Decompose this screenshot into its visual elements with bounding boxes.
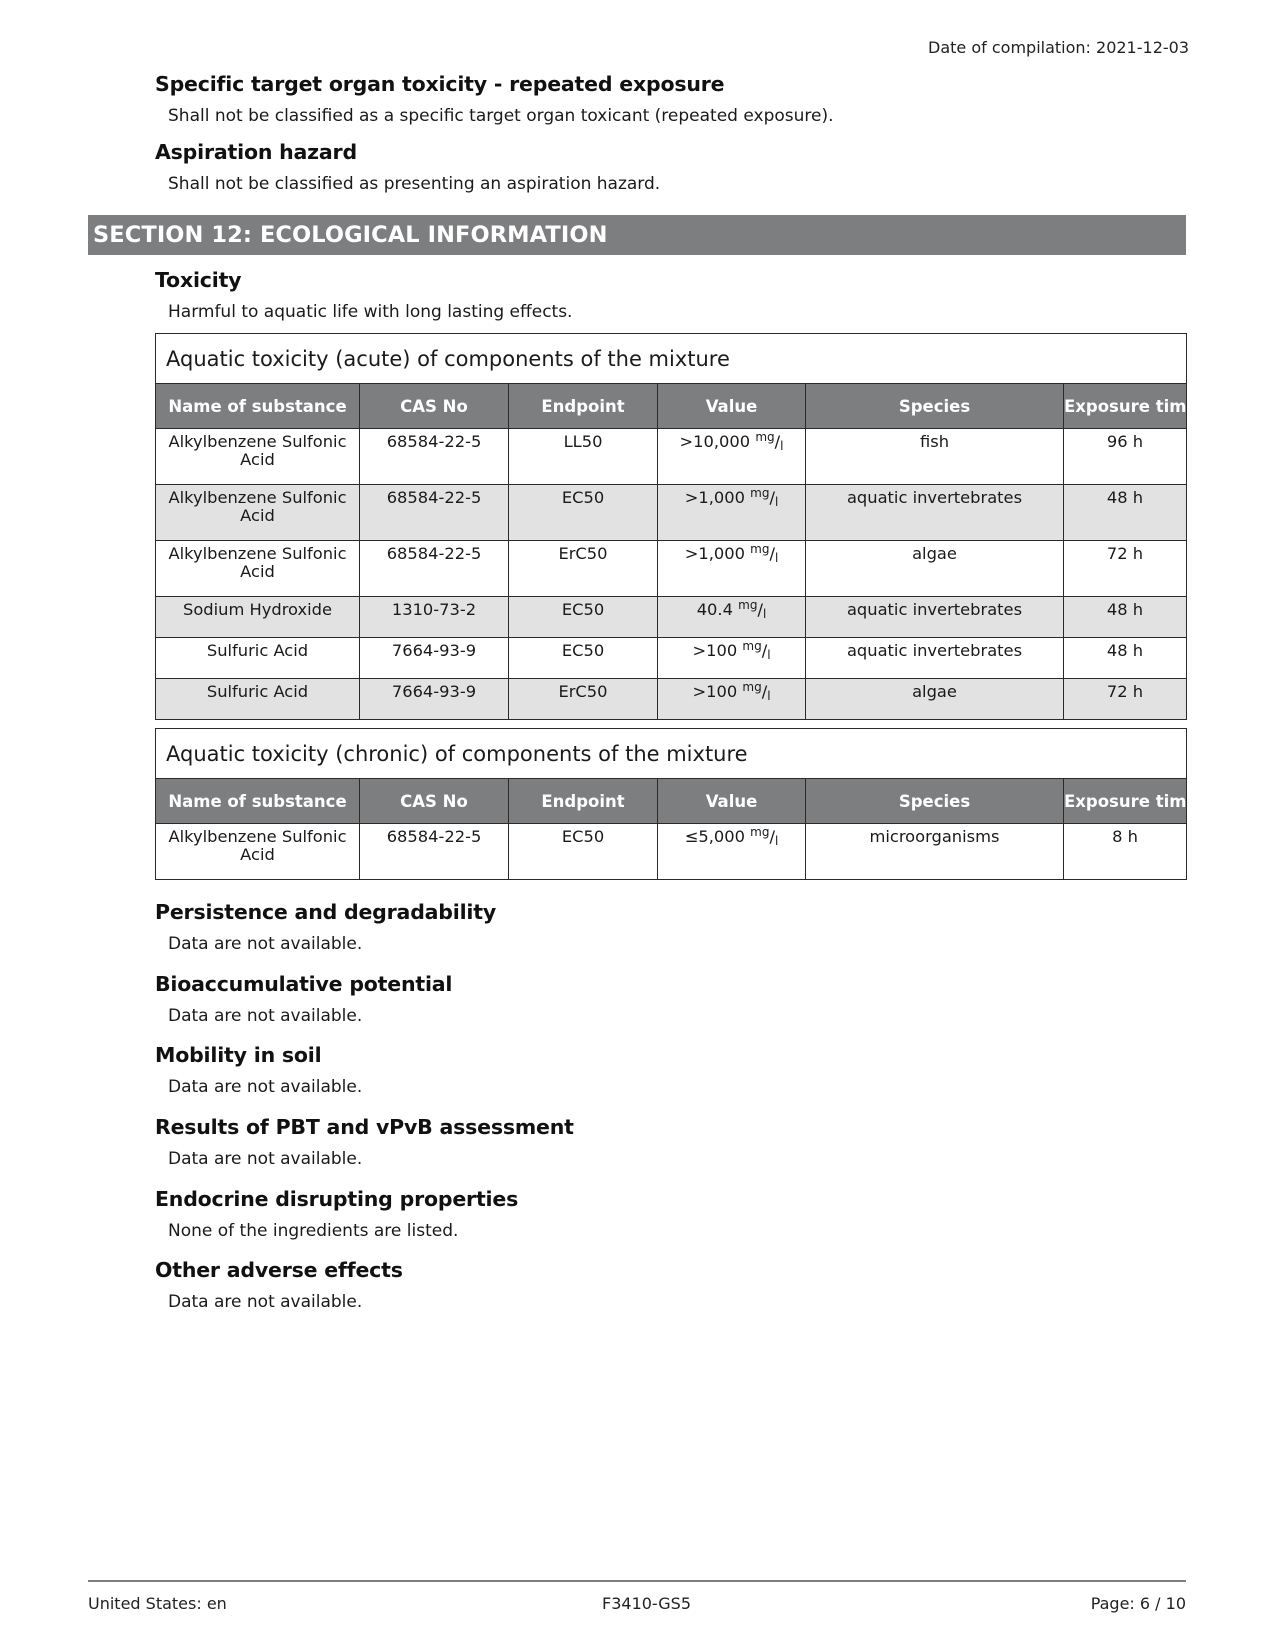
- heading-persistence: Persistence and degradability: [155, 900, 497, 924]
- cell-name: Sulfuric Acid: [156, 638, 360, 679]
- cell-value: 40.4 $^{mg}$/l: [658, 597, 806, 638]
- cell-species: aquatic invertebrates: [806, 638, 1064, 679]
- cell-exposure: 48 h: [1064, 597, 1187, 638]
- cell-species: fish: [806, 429, 1064, 485]
- cell-endpoint: ErC50: [509, 679, 658, 720]
- cell-value: >1,000 $^{mg}$/l: [658, 485, 806, 541]
- col-header-species: Species: [806, 779, 1064, 824]
- footer-divider: [88, 1580, 1186, 1582]
- cell-exposure: 72 h: [1064, 541, 1187, 597]
- heading-toxicity: Toxicity: [155, 268, 242, 292]
- cell-endpoint: EC50: [509, 597, 658, 638]
- cell-name: Alkylbenzene Sulfonic Acid: [156, 429, 360, 485]
- cell-cas: 1310-73-2: [360, 597, 509, 638]
- table-row: [156, 638, 1187, 679]
- heading-other-adverse: Other adverse effects: [155, 1258, 403, 1282]
- col-header-exposure: Exposure time: [1064, 384, 1187, 429]
- text-bioaccumulative: Data are not available.: [168, 1006, 363, 1026]
- cell-species: aquatic invertebrates: [806, 485, 1064, 541]
- col-header-cas: CAS No: [360, 384, 509, 429]
- cell-exposure: 96 h: [1064, 429, 1187, 485]
- cell-exposure: 8 h: [1064, 824, 1187, 880]
- cell-name: Sodium Hydroxide: [156, 597, 360, 638]
- acute-table-caption: Aquatic toxicity (acute) of components of the mixture: [155, 333, 1187, 383]
- table-row: [156, 485, 1187, 541]
- heading-pbt-vpvb: Results of PBT and vPvB assessment: [155, 1115, 574, 1139]
- cell-value: >100 $^{mg}$/l: [658, 679, 806, 720]
- cell-endpoint: EC50: [509, 485, 658, 541]
- cell-species: algae: [806, 679, 1064, 720]
- col-header-endpoint: Endpoint: [509, 779, 658, 824]
- cell-name: Sulfuric Acid: [156, 679, 360, 720]
- cell-cas: 7664-93-9: [360, 679, 509, 720]
- cell-value: ≤5,000 $^{mg}$/l: [658, 824, 806, 880]
- footer-locale: United States: en: [88, 1594, 227, 1613]
- cell-endpoint: LL50: [509, 429, 658, 485]
- table-header-row: [156, 779, 1187, 824]
- acute-toxicity-table: [155, 333, 1198, 720]
- table-row: [156, 824, 1187, 880]
- text-pbt-vpvb: Data are not available.: [168, 1149, 363, 1169]
- cell-cas: 7664-93-9: [360, 638, 509, 679]
- heading-stot-repeated: Specific target organ toxicity - repeated exposure: [155, 72, 725, 96]
- cell-cas: 68584-22-5: [360, 541, 509, 597]
- cell-cas: 68584-22-5: [360, 485, 509, 541]
- text-toxicity: Harmful to aquatic life with long lasting effects.: [168, 302, 573, 322]
- text-persistence: Data are not available.: [168, 934, 363, 954]
- cell-exposure: 72 h: [1064, 679, 1187, 720]
- cell-endpoint: EC50: [509, 824, 658, 880]
- heading-aspiration-hazard: Aspiration hazard: [155, 140, 357, 164]
- footer-product-code: F3410-GS5: [602, 1594, 692, 1613]
- col-header-species: Species: [806, 384, 1064, 429]
- table-row: [156, 597, 1187, 638]
- cell-cas: 68584-22-5: [360, 429, 509, 485]
- cell-endpoint: EC50: [509, 638, 658, 679]
- cell-name: Alkylbenzene Sulfonic Acid: [156, 485, 360, 541]
- cell-species: algae: [806, 541, 1064, 597]
- text-endocrine: None of the ingredients are listed.: [168, 1221, 459, 1241]
- heading-mobility: Mobility in soil: [155, 1043, 322, 1067]
- cell-value: >10,000 $^{mg}$/l: [658, 429, 806, 485]
- cell-value: >100 $^{mg}$/l: [658, 638, 806, 679]
- cell-species: aquatic invertebrates: [806, 597, 1064, 638]
- section-12-title: SECTION 12: ECOLOGICAL INFORMATION: [88, 215, 1186, 255]
- heading-bioaccumulative: Bioaccumulative potential: [155, 972, 453, 996]
- cell-name: Alkylbenzene Sulfonic Acid: [156, 541, 360, 597]
- cell-exposure: 48 h: [1064, 638, 1187, 679]
- col-header-endpoint: Endpoint: [509, 384, 658, 429]
- text-mobility: Data are not available.: [168, 1077, 363, 1097]
- cell-value: >1,000 $^{mg}$/l: [658, 541, 806, 597]
- date-of-compilation: Date of compilation: 2021-12-03: [928, 38, 1189, 57]
- col-header-name: Name of substance: [156, 779, 360, 824]
- footer-page-number: Page: 6 / 10: [1090, 1594, 1186, 1613]
- cell-species: microorganisms: [806, 824, 1064, 880]
- col-header-value: Value: [658, 384, 806, 429]
- text-stot-repeated: Shall not be classified as a specific target organ toxicant (repeated exposure).: [168, 106, 834, 126]
- table-row: [156, 541, 1187, 597]
- cell-name: Alkylbenzene Sulfonic Acid: [156, 824, 360, 880]
- cell-cas: 68584-22-5: [360, 824, 509, 880]
- chronic-toxicity-table: [155, 728, 1198, 880]
- table-header-row: [156, 384, 1187, 429]
- table-row: [156, 429, 1187, 485]
- cell-exposure: 48 h: [1064, 485, 1187, 541]
- table-row: [156, 679, 1187, 720]
- chronic-table-caption: Aquatic toxicity (chronic) of components of the mixture: [155, 728, 1187, 778]
- col-header-name: Name of substance: [156, 384, 360, 429]
- col-header-cas: CAS No: [360, 779, 509, 824]
- col-header-exposure: Exposure time: [1064, 779, 1187, 824]
- col-header-value: Value: [658, 779, 806, 824]
- heading-endocrine: Endocrine disrupting properties: [155, 1187, 519, 1211]
- cell-endpoint: ErC50: [509, 541, 658, 597]
- text-other-adverse: Data are not available.: [168, 1292, 363, 1312]
- text-aspiration-hazard: Shall not be classified as presenting an aspiration hazard.: [168, 174, 661, 194]
